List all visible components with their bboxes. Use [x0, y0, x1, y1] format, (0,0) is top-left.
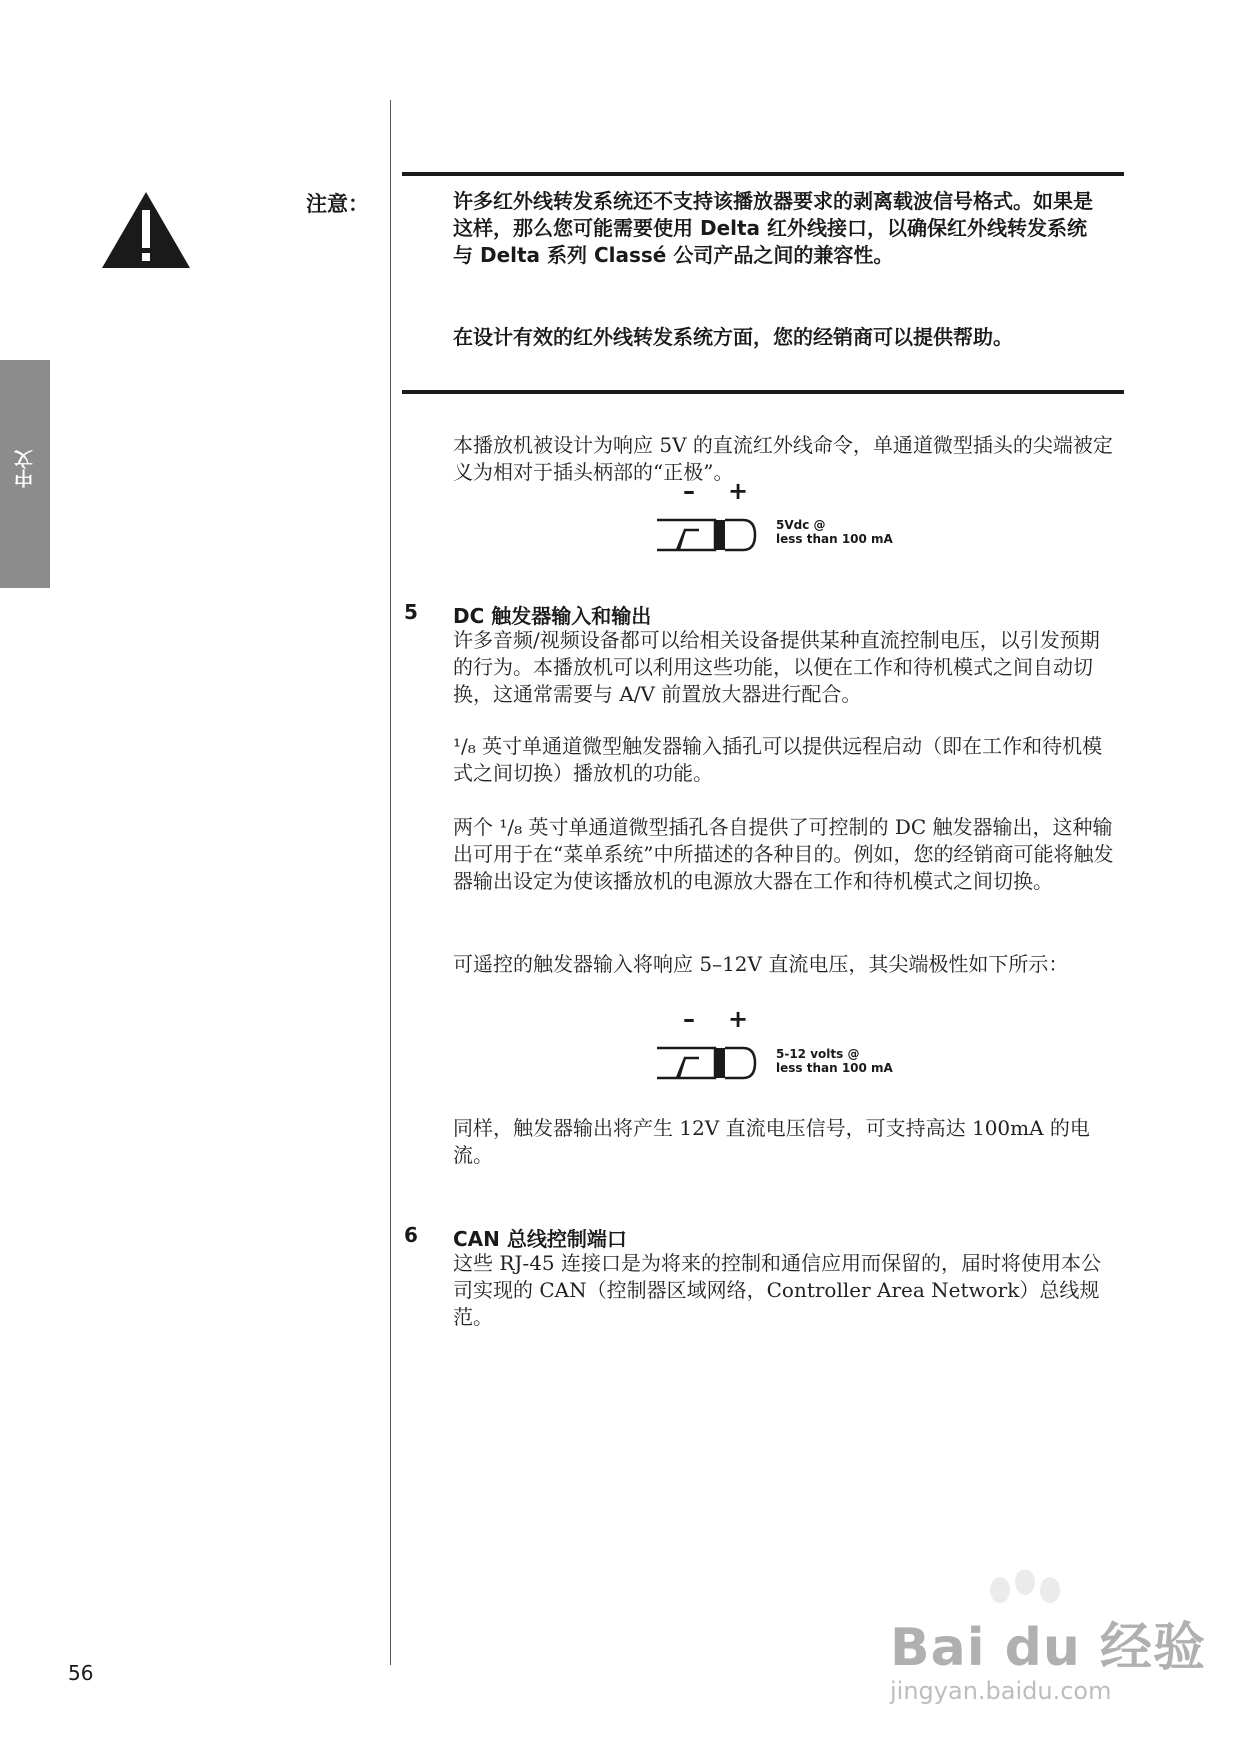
watermark-url: jingyan.baidu.com — [890, 1677, 1112, 1705]
diagram2-plus: + — [728, 1005, 749, 1033]
plug-diagram-2 — [655, 1040, 770, 1084]
note-label: 注意： — [306, 192, 369, 216]
watermark-brand: Bai du 经验 — [890, 1618, 1206, 1678]
note-paragraph-1: 许多红外线转发系统还不支持该播放器要求的剥离载波信号格式。如果是这样，那么您可能需要使用 Delta 红外线接口，以确保红外线转发系统与 Delta 系列 Classé 公司产品之间的兼容性。 — [453, 189, 1093, 267]
diagram1-label-line2: less than 100 mA — [776, 532, 893, 546]
section5-paragraph-1: 许多音频/视频设备都可以给相关设备提供某种直流控制电压，以引发预期的行为。本播放机可以利用这些功能，以便在工作和待机模式之间自动切换，这通常需要与 A/V 前置放大器进行配合。 — [453, 628, 1100, 706]
warning-icon — [100, 190, 192, 270]
plug-diagram-1 — [655, 512, 770, 556]
section6-paragraph-1: 这些 RJ-45 连接口是为将来的控制和通信应用而保留的，届时将使用本公司实现的 CAN（控制器区域网络，Controller Area Network）总线规范。 — [453, 1251, 1101, 1329]
section5-title: DC 触发器输入和输出 — [453, 604, 652, 628]
page-number: 56 — [68, 1661, 94, 1685]
diagram1-minus: – — [683, 477, 695, 505]
diagram1-plus: + — [728, 477, 749, 505]
section5-paragraph-4: 可遥控的触发器输入将响应 5–12V 直流电压，其尖端极性如下所示： — [453, 952, 1069, 976]
column-divider — [390, 100, 391, 1665]
language-tab-label: 中文 — [14, 450, 36, 488]
diagram2-label-line1: 5-12 volts @ — [776, 1047, 860, 1061]
diagram2-label-line2: less than 100 mA — [776, 1061, 893, 1075]
diagram1-label-line1: 5Vdc @ — [776, 518, 826, 532]
section6-title: CAN 总线控制端口 — [453, 1227, 627, 1251]
section5-paragraph-3: 两个 ¹/₈ 英寸单通道微型插孔各自提供了可控制的 DC 触发器输出，这种输出可用于在“菜单系统”中所描述的各种目的。例如，您的经销商可能将触发器输出设定为使该播放机的电源放大器在工作和待机模式之间切换。 — [453, 815, 1114, 893]
section6-number: 6 — [404, 1223, 418, 1247]
note-bottom-rule — [402, 390, 1124, 394]
section5-paragraph-2: ¹/₈ 英寸单通道微型触发器输入插孔可以提供远程启动（即在工作和待机模式之间切换）播放机的功能。 — [453, 734, 1103, 785]
section5-paragraph-5: 同样，触发器输出将产生 12V 直流电压信号，可支持高达 100mA 的电流。 — [453, 1116, 1090, 1167]
section5-number: 5 — [404, 600, 418, 624]
note-top-rule — [402, 172, 1124, 176]
diagram2-minus: – — [683, 1005, 695, 1033]
intro-paragraph: 本播放机被设计为响应 5V 的直流红外线命令，单通道微型插头的尖端被定义为相对于插头柄部的“正极”。 — [453, 433, 1113, 484]
note-paragraph-2: 在设计有效的红外线转发系统方面，您的经销商可以提供帮助。 — [453, 325, 1013, 349]
